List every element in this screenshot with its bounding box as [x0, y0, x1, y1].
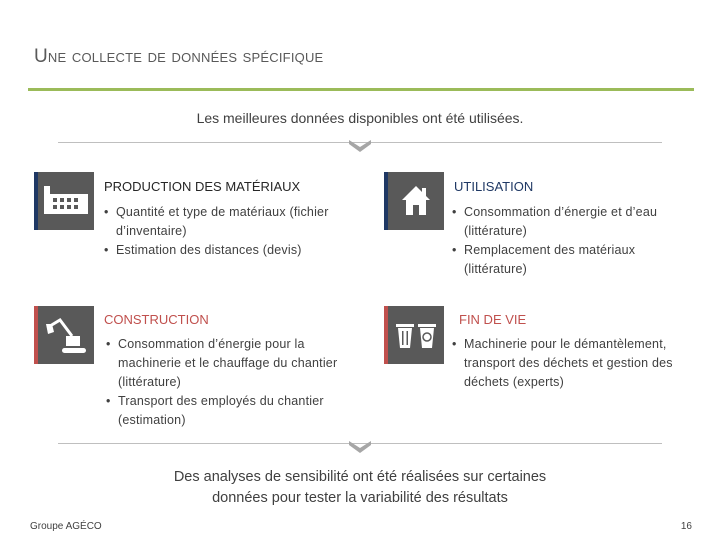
fin-de-vie-tile — [388, 306, 444, 364]
chevron-down-icon — [349, 441, 371, 453]
list-item: • Consommation d’énergie pour la machinerie et le chauffage du chantier (littérature) — [104, 335, 340, 392]
construction-title: CONSTRUCTION — [104, 312, 209, 327]
utilisation-bullets — [450, 203, 698, 279]
factory-icon — [38, 172, 94, 230]
conclusion-line: données pour tester la variabilité des résultats — [212, 490, 508, 506]
production-tile — [38, 172, 94, 230]
list-item: • Machinerie pour le démantèlement, transport des déchets et gestion des déchets (experts) — [450, 335, 706, 392]
conclusion-line: Des analyses de sensibilité ont été réalisées sur certaines — [173, 469, 547, 485]
footer-organization: Groupe AGÉCO — [30, 521, 102, 532]
fin-de-vie-title: FIN DE VIE — [459, 312, 527, 327]
list-item: • Estimation des distances (devis) — [102, 241, 342, 260]
house-icon — [388, 172, 444, 230]
recycle-bins-icon — [388, 306, 444, 364]
title-underline — [28, 88, 694, 91]
utilisation-title: UTILISATION — [454, 179, 534, 194]
conclusion-text — [0, 467, 720, 509]
list-item: • Remplacement des matériaux (littérature) — [450, 241, 698, 279]
fin-de-vie-bullets — [450, 335, 706, 392]
slide-title: Une collecte de données spécifique — [34, 46, 324, 67]
list-item: • Quantité et type de matériaux (fichier d’inventaire) — [102, 203, 342, 241]
intro-text: Les meilleures données disponibles ont été utilisées. — [196, 110, 524, 126]
excavator-icon — [38, 306, 94, 364]
utilisation-tile — [388, 172, 444, 230]
page-number: 16 — [680, 521, 692, 532]
construction-bullets — [104, 335, 340, 430]
construction-tile — [38, 306, 94, 364]
list-item: • Consommation d’énergie et d’eau (littérature) — [450, 203, 698, 241]
chevron-down-icon — [349, 140, 371, 152]
production-bullets — [102, 203, 342, 260]
list-item: • Transport des employés du chantier (estimation) — [104, 392, 340, 430]
production-title: PRODUCTION DES MATÉRIAUX — [104, 179, 301, 194]
